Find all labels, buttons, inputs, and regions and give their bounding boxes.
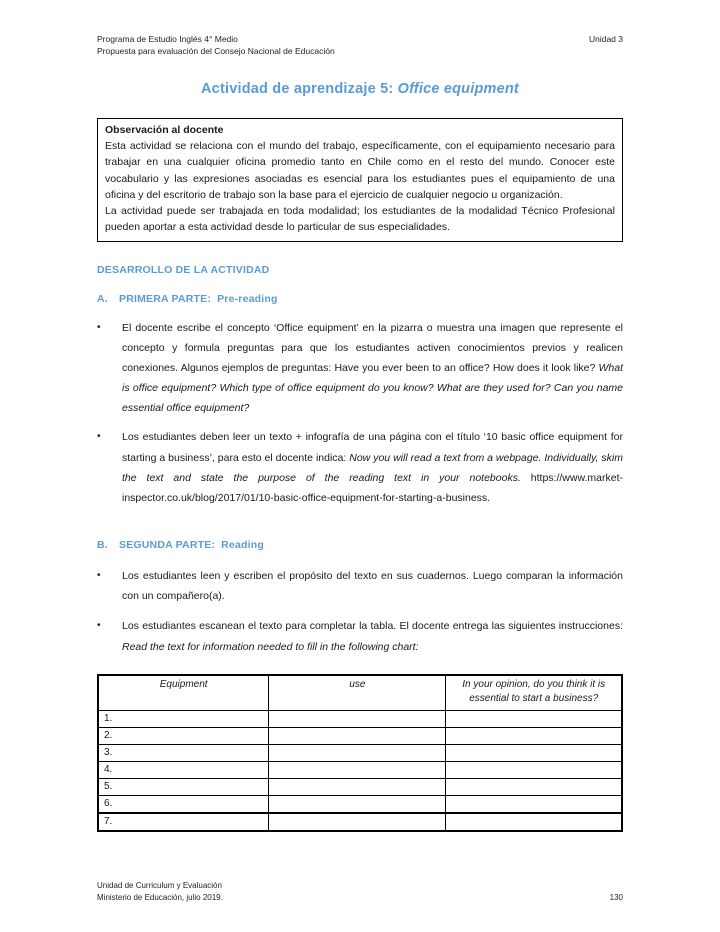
table-row (98, 778, 622, 795)
table-cell-empty (446, 813, 622, 831)
table-row (98, 795, 622, 813)
table-cell-number: 3. (98, 744, 269, 761)
table-cell-empty (269, 710, 446, 727)
table-row (98, 710, 622, 727)
table-header-use: use (269, 675, 446, 711)
footer-unit-line: Unidad de Curriculum y Evaluación (97, 881, 222, 890)
table-cell-empty (269, 795, 446, 813)
bullet1-regular-run: El docente escribe el concepto ‘Office equipment’ en la pizarra o muestra una imagen que represente el concepto y formula preguntas para que los estudiantes activen conocimientos previos y realicen conexiones. Algunos ejemplos de preguntas: Have you ever been to an office? How does it look like? (122, 321, 623, 374)
table-cell-number: 5. (98, 778, 269, 795)
part-b-label: SEGUNDA PARTE: (119, 539, 216, 552)
equipment-chart-table (97, 674, 623, 832)
table-cell-number: 6. (98, 795, 269, 813)
bullet2-regular-run: Los estudiantes deben leer un texto + infografía de una página con el título ‘10 basic office equipment for starting a business’, para esto el docente indica: (122, 431, 623, 464)
table-cell-number: 2. (98, 727, 269, 744)
bullet-text (122, 427, 623, 508)
observation-box-paragraph-1: Esta actividad se relaciona con el mundo del trabajo, específicamente, con el equipamiento necesario para trabajar en una cualquier oficina promedio tanto en Chile como en el resto del mundo. Conocer este vocabulario y las expresiones asociadas es esencial para los estudiantes pues el equipamiento de una oficina y del escritorio de trabajo son la base para el ejercicio de cualquier negocio u organización. (105, 140, 615, 201)
part-a-letter: A. (97, 292, 108, 305)
table-row (98, 744, 622, 761)
table-row (98, 813, 622, 831)
bullet2-url-text: https://www.market-inspector.co.uk/blog/2017/01/10-basic-office-equipment-for-starting-a-business. (122, 471, 623, 504)
header-unit-label: Unidad 3 (588, 34, 623, 44)
bullet-item-prereading-2 (97, 427, 623, 508)
development-heading: DESARROLLO DE LA ACTIVIDAD (97, 263, 270, 276)
table-header-row (98, 675, 622, 711)
header-program-line: Programa de Estudio Inglés 4° Medio (97, 34, 238, 44)
part-a-subtitle: Pre-reading (217, 292, 278, 305)
table-header-equipment: Equipment (98, 675, 269, 711)
page-title-topic: Office equipment (397, 80, 519, 97)
table-cell-number: 1. (98, 710, 269, 727)
bullet-text (122, 616, 623, 656)
bullet-item-reading-1 (97, 566, 623, 606)
table-cell-empty (269, 727, 446, 744)
part-b-letter: B. (97, 539, 108, 552)
observation-box (97, 118, 623, 242)
bullet-marker: • (97, 321, 101, 333)
table-cell-empty (446, 710, 622, 727)
table-cell-empty (269, 813, 446, 831)
header-proposal-line: Propuesta para evaluación del Consejo Nacional de Educación (97, 45, 335, 56)
table-cell-empty (269, 744, 446, 761)
bullet-item-reading-2 (97, 616, 623, 656)
footer-page-number: 130 (609, 893, 623, 902)
part-a-label: PRIMERA PARTE: (119, 292, 212, 305)
bullet3-regular-run: Los estudiantes leen y escriben el propósito del texto en sus cuadernos. Luego comparan la información con un compañero(a). (122, 570, 623, 603)
table-cell-empty (269, 761, 446, 778)
bullet4-regular-run: Los estudiantes escanean el texto para completar la tabla. El docente entrega las siguientes instrucciones: (122, 620, 623, 633)
footer-left (97, 880, 223, 904)
part-b-subtitle: Reading (221, 539, 264, 552)
bullet-marker: • (97, 431, 101, 443)
bullet1-italic-run: What is office equipment? Which type of office equipment do you know? What are they used for? Can you name essential office equipment? (122, 361, 623, 415)
part-a-heading (97, 293, 623, 305)
part-b-heading (97, 539, 623, 551)
table-row (98, 761, 622, 778)
bullet2-italic-run: Now you will read a text from a webpage. Individually, skim the text and state the purpose of the reading text in your notebooks. (122, 451, 623, 484)
table-cell-number: 7. (98, 813, 269, 831)
page-title-prefix: Actividad de aprendizaje 5: (201, 80, 398, 97)
header-left (97, 34, 335, 58)
observation-box-heading: Observación al docente (105, 123, 224, 136)
table-cell-empty (446, 795, 622, 813)
bullet-item-prereading-1 (97, 318, 623, 419)
footer-ministry-line: Ministerio de Educación, julio 2019. (97, 893, 223, 902)
table-row (98, 727, 622, 744)
observation-box-paragraph-2: La actividad puede ser trabajada en toda modalidad; los estudiantes de la modalidad Técnico Profesional pueden aportar a esta actividad desde lo particular de sus especialidades. (105, 205, 615, 234)
table-header-opinion: In your opinion, do you think it is essential to start a business? (446, 675, 622, 711)
bullet-text (122, 566, 623, 606)
table-cell-number: 4. (98, 761, 269, 778)
table-cell-empty (446, 744, 622, 761)
table-cell-empty (446, 761, 622, 778)
page-title (97, 81, 623, 97)
bullet-marker: • (97, 570, 101, 582)
table-cell-empty (269, 778, 446, 795)
bullet-text (122, 318, 623, 419)
table-cell-empty (446, 778, 622, 795)
bullet-marker: • (97, 620, 101, 632)
bullet4-italic-run: Read the text for information needed to fill in the following chart: (122, 640, 419, 653)
page-header (97, 34, 623, 58)
table-cell-empty (446, 727, 622, 744)
page-footer (97, 880, 623, 904)
